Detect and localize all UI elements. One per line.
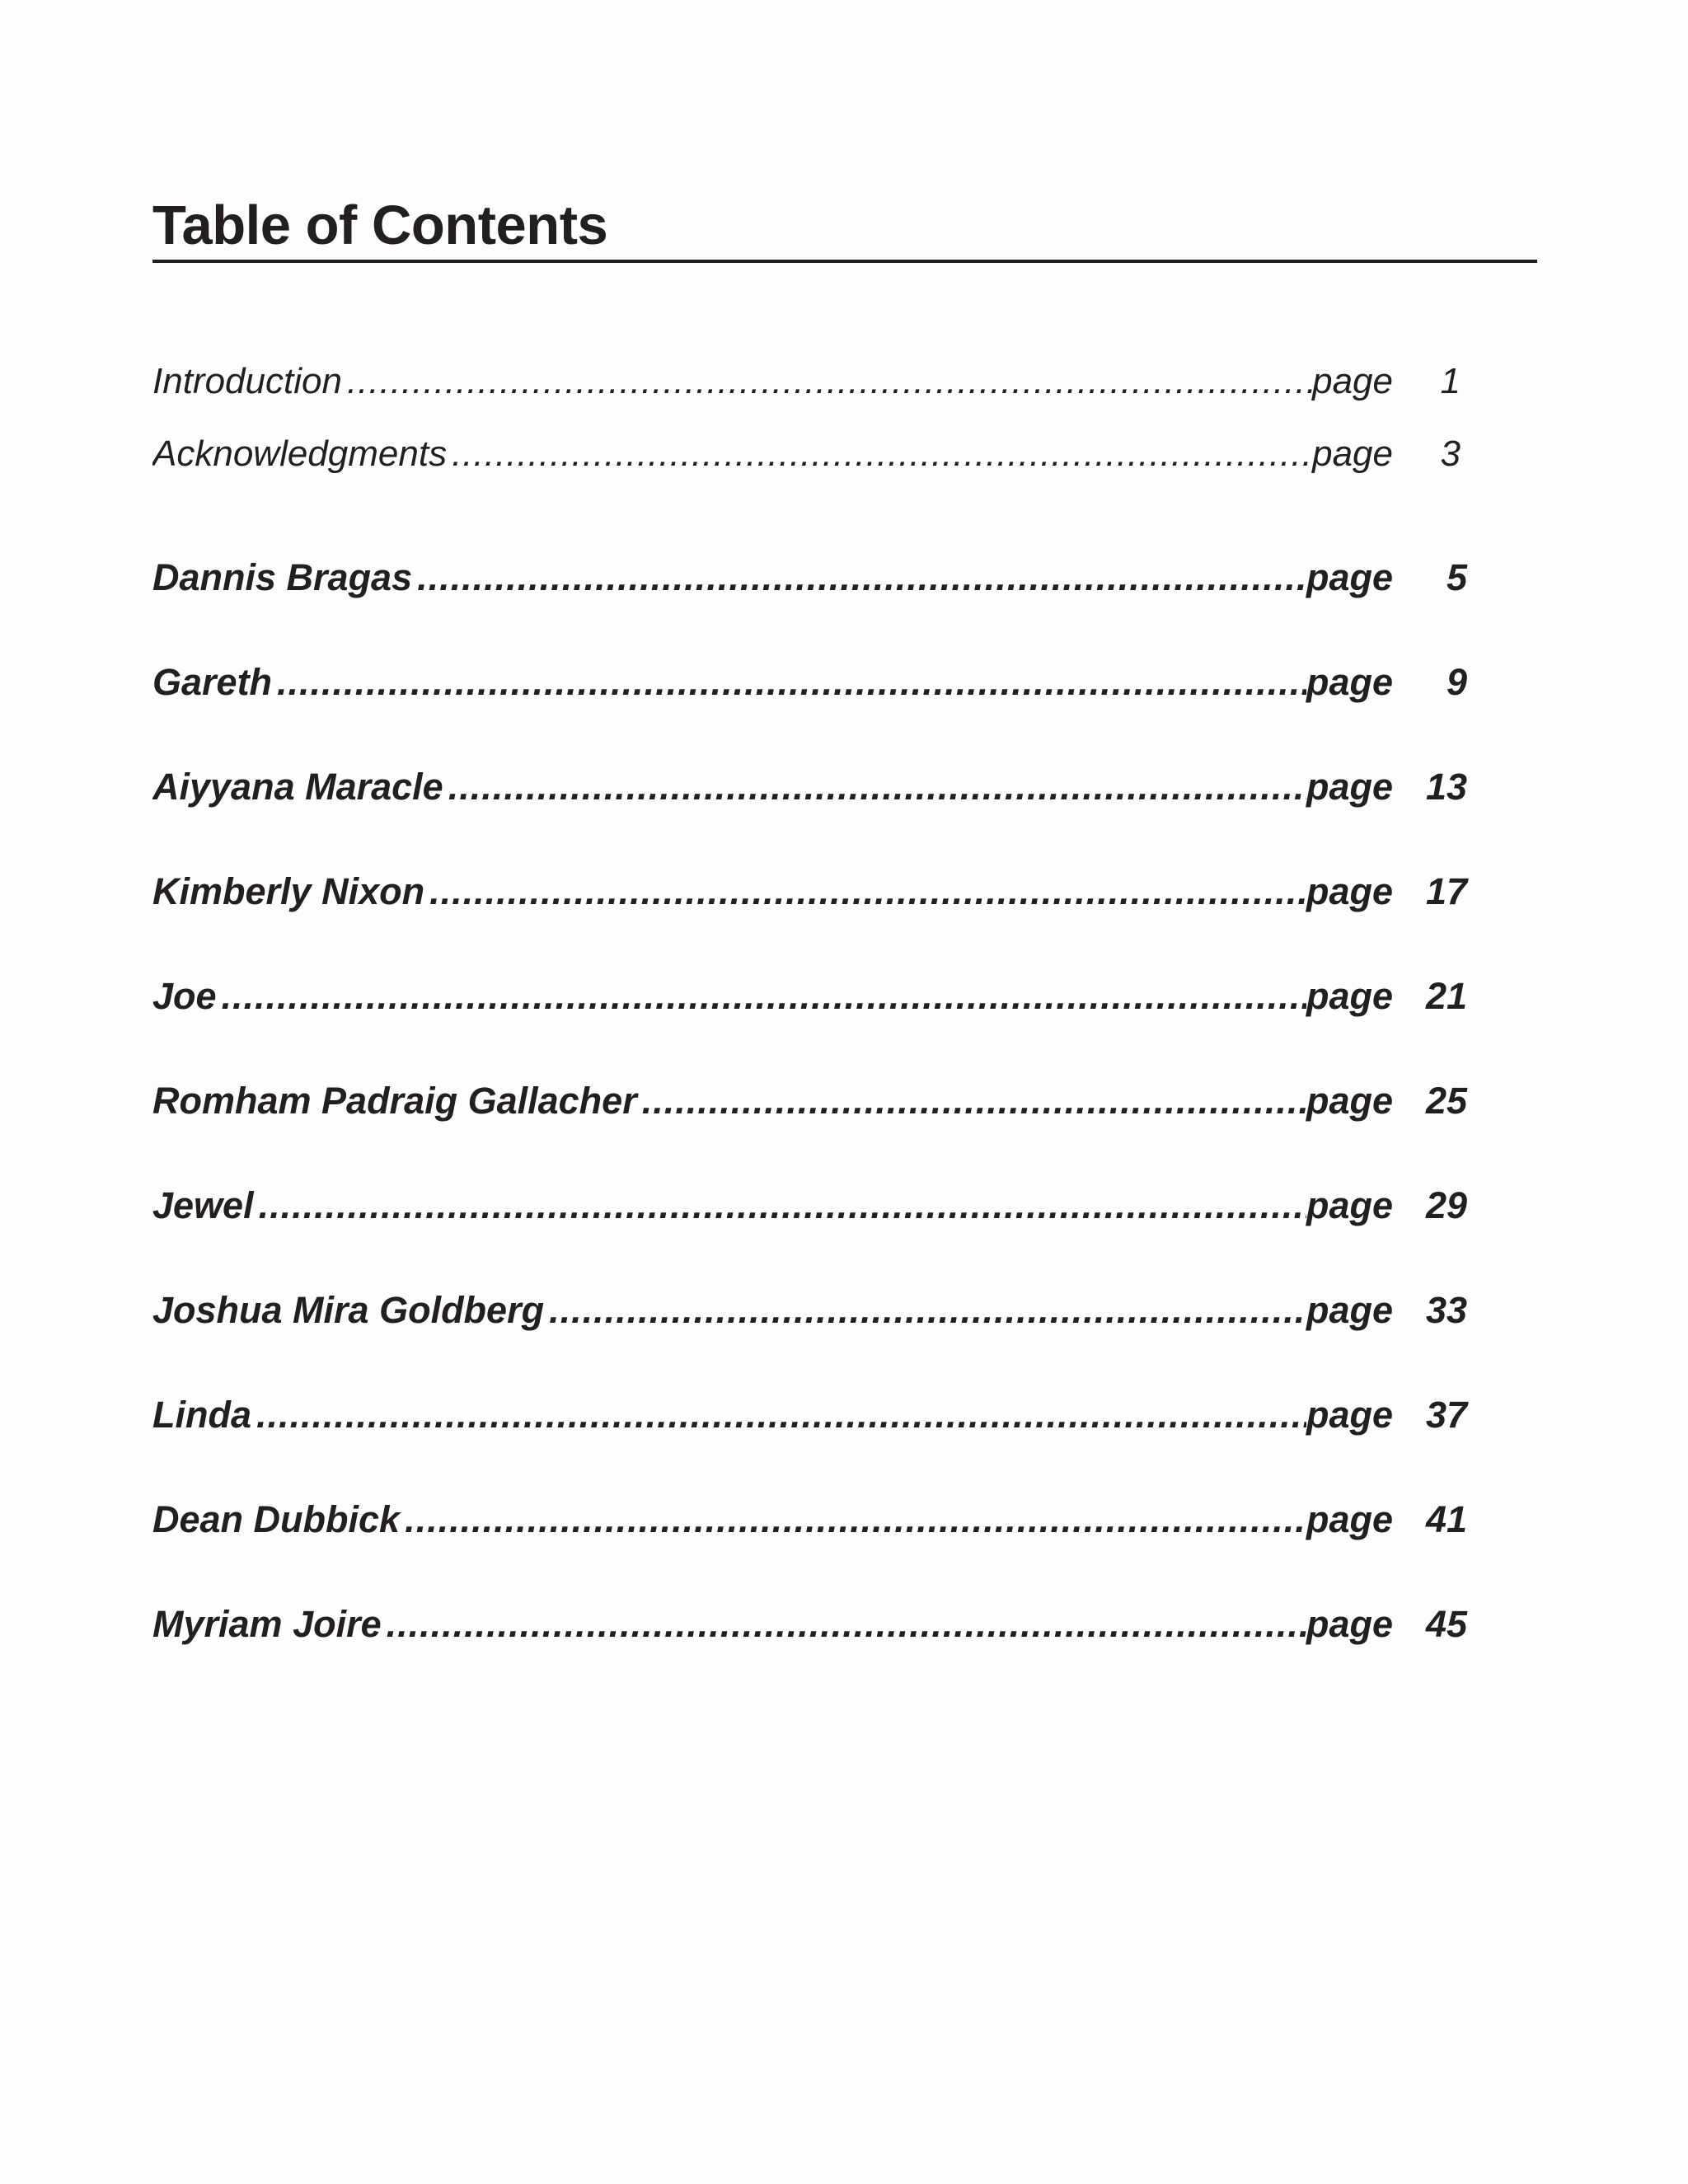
entry-title: Dean Dubbick [152,1498,401,1540]
toc-entry-chapter [152,867,1471,916]
toc-entry-chapter [152,553,1471,602]
page-label: page [1306,1184,1393,1226]
entry-title: Romham Padraig Gallacher [152,1080,637,1122]
entry-title: Joe [152,975,217,1017]
entry-title: Linda [152,1394,251,1436]
entry-title: Introduction [152,361,342,401]
toc-entry-introduction [152,357,1471,406]
page-number: 17 [1425,870,1467,912]
page-label: page [1306,1498,1393,1540]
page-label: page [1306,556,1393,598]
page-label: page [1306,1080,1393,1122]
toc-entry-chapter [152,762,1471,812]
dot-leader [347,357,1312,406]
entry-title: Acknowledgments [152,434,448,474]
toc-entry-chapter [152,1600,1471,1649]
page-number: 25 [1425,1080,1467,1122]
toc-entry-chapter [152,1181,1471,1230]
entry-title: Joshua Mira Goldberg [152,1289,545,1331]
page-label: page [1306,661,1393,703]
dot-leader [405,1495,1306,1544]
toc-entry-chapter [152,1076,1471,1126]
page-number: 1 [1440,361,1461,401]
dot-leader [222,972,1306,1021]
page-label: page [1306,1603,1393,1645]
dot-leader [448,762,1306,812]
toc-entry-chapter [152,1390,1471,1440]
page-number: 45 [1425,1603,1467,1645]
page-number: 29 [1425,1184,1467,1226]
dot-leader [277,658,1306,707]
page-title: Table of Contents [152,194,608,256]
page-label: page [1312,361,1393,401]
toc-entry-chapter [152,972,1471,1021]
entry-title: Aiyyana Maracle [152,766,443,808]
dot-leader [387,1600,1306,1649]
entry-title: Kimberly Nixon [152,870,425,912]
page-number: 21 [1425,975,1467,1017]
page-number: 5 [1446,556,1467,598]
entry-title: Dannis Bragas [152,556,413,598]
page-number: 13 [1425,766,1467,808]
dot-leader [452,429,1312,479]
dot-leader [256,1390,1306,1440]
entry-title: Myriam Joire [152,1603,382,1645]
page-label: page [1306,1289,1393,1331]
page-number: 33 [1425,1289,1467,1331]
dot-leader [549,1286,1306,1335]
page-label: page [1306,870,1393,912]
dot-leader [417,553,1306,602]
dot-leader [429,867,1306,916]
page-number: 37 [1425,1394,1467,1436]
title-underline [152,260,1537,263]
page-number: 3 [1440,434,1461,474]
entry-title: Gareth [152,661,273,703]
page-label: page [1306,1394,1393,1436]
entry-title: Jewel [152,1184,254,1226]
page-label: page [1306,975,1393,1017]
page-label: page [1306,766,1393,808]
toc-entry-chapter [152,1495,1471,1544]
dot-leader [259,1181,1306,1230]
page-number: 9 [1446,661,1467,703]
page-number: 41 [1425,1498,1467,1540]
toc-entry-chapter [152,1286,1471,1335]
toc-entry-acknowledgments [152,429,1471,479]
toc-entry-chapter [152,658,1471,707]
page-label: page [1312,434,1393,474]
dot-leader [642,1076,1306,1126]
